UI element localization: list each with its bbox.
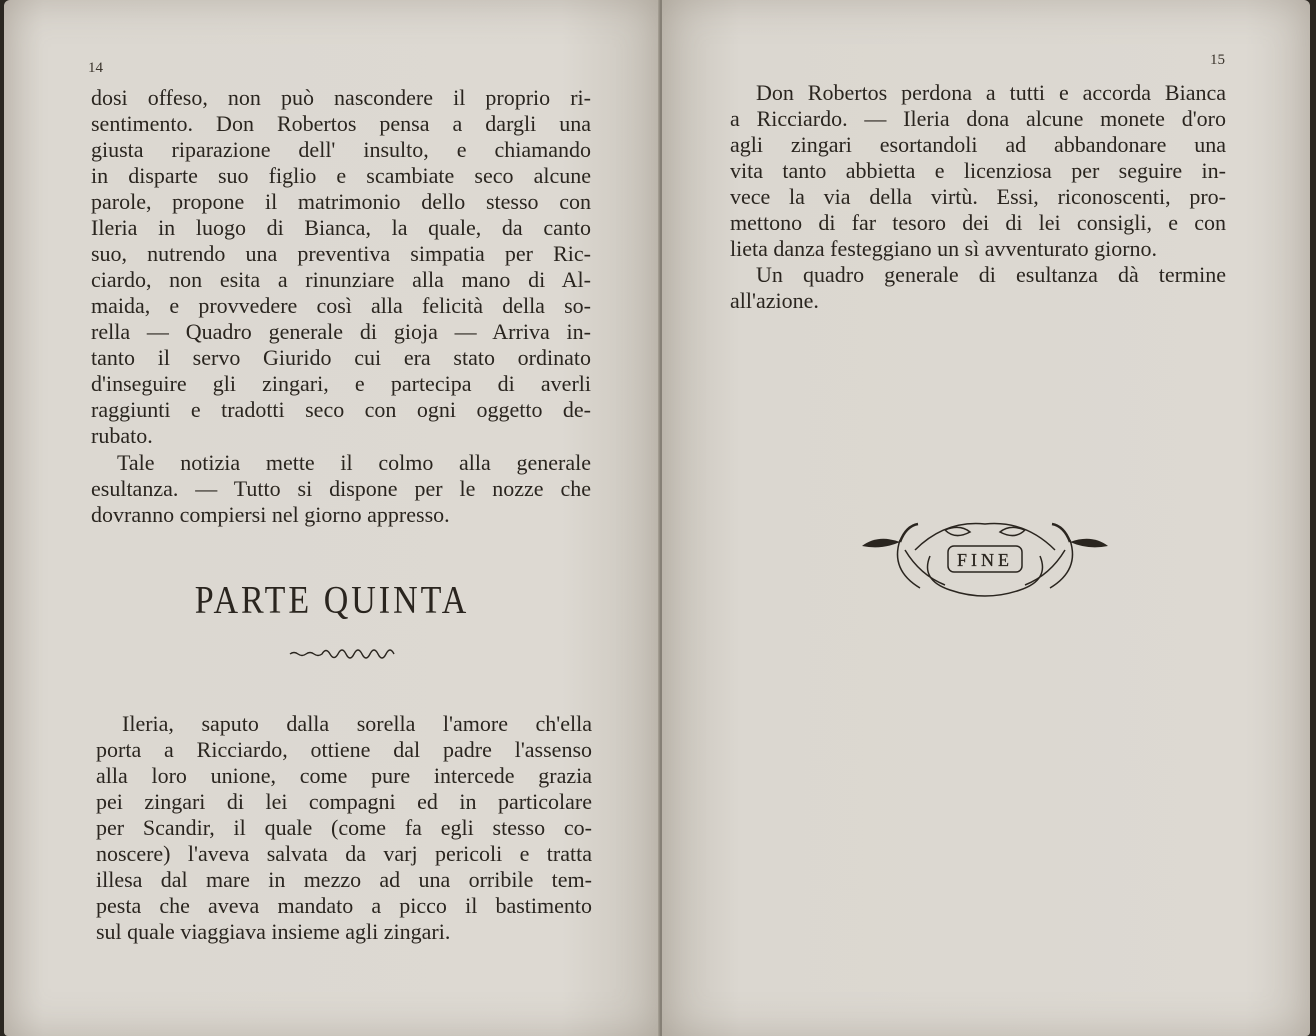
text-line: dovranno compiersi nel giorno appresso. (91, 502, 450, 527)
text-line: alla loro unione, come pure intercede grazia (96, 763, 592, 788)
right-paragraph-2 (730, 262, 1226, 314)
text-line: vece la via della virtù. Essi, riconoscenti, pro- (730, 184, 1226, 209)
text-line: rella — Quadro generale di gioja — Arriva in- (91, 319, 591, 344)
text-line: sul quale viaggiava insieme agli zingari. (96, 919, 451, 944)
text-line: Ileria in luogo di Bianca, la quale, da canto (91, 215, 591, 240)
text-line: pesta che aveva mandato a picco il bastimento (96, 893, 592, 918)
page-number: 15 (1210, 52, 1225, 68)
left-page (4, 0, 660, 1036)
text-line: rubato. (91, 423, 153, 448)
text-line: ciardo, non esita a rinunziare alla mano di Al- (91, 267, 591, 292)
right-page (662, 0, 1310, 1036)
text-line: mettono di far tesoro dei di lei consigli, e con (730, 210, 1226, 235)
text-line: agli zingari esortandoli ad abbandonare una (730, 132, 1226, 157)
text-line: maida, e provvedere così alla felicità della so- (91, 293, 591, 318)
fine-label: FINE (957, 550, 1013, 570)
left-paragraph-3 (96, 711, 592, 945)
text-line: parole, propone il matrimonio dello stesso con (91, 189, 591, 214)
text-line: all'azione. (730, 288, 819, 313)
text-line: Don Robertos perdona a tutti e accorda Bianca (756, 80, 1226, 105)
text-line: pei zingari di lei compagni ed in particolare (96, 789, 592, 814)
text-line: vita tanto abbietta e licenziosa per seguire in- (730, 158, 1226, 183)
text-line: esultanza. — Tutto si dispone per le nozze che (91, 476, 591, 501)
squiggle-ornament (288, 645, 398, 661)
text-line: d'inseguire gli zingari, e partecipa di averli (91, 371, 591, 396)
text-line: tanto il servo Giurido cui era stato ordinato (91, 345, 591, 370)
text-line: lieta danza festeggiano un sì avventurato giorno. (730, 236, 1158, 261)
fine-ornament (860, 510, 1110, 602)
section-heading: PARTE QUINTA (194, 579, 470, 622)
right-paragraph-1 (730, 80, 1226, 262)
left-paragraph-1 (91, 85, 591, 449)
text-line: Ileria, saputo dalla sorella l'amore ch'ella (122, 711, 592, 736)
text-line: a Ricciardo. — Ileria dona alcune monete d'oro (730, 106, 1226, 131)
text-line: Un quadro generale di esultanza dà termine (756, 262, 1226, 287)
text-line: porta a Ricciardo, ottiene dal padre l'assenso (96, 737, 592, 762)
text-line: giusta riparazione dell' insulto, e chiamando (91, 137, 591, 162)
text-line: per Scandir, il quale (come fa egli stesso co- (96, 815, 592, 840)
text-line: raggiunti e tradotti seco con ogni oggetto de- (91, 397, 591, 422)
text-line: sentimento. Don Robertos pensa a dargli una (91, 111, 591, 136)
text-line: suo, nutrendo una preventiva simpatia per Ric- (91, 241, 591, 266)
text-line: Tale notizia mette il colmo alla generale (117, 450, 591, 475)
left-paragraph-2 (91, 450, 591, 528)
text-line: in disparte suo figlio e scambiate seco alcune (91, 163, 591, 188)
text-line: noscere) l'aveva salvata da varj pericoli e tratta (96, 841, 592, 866)
text-line: illesa dal mare in mezzo ad una orribile tem- (96, 867, 592, 892)
page-number: 14 (88, 60, 103, 76)
text-line: dosi offeso, non può nascondere il proprio ri- (91, 85, 591, 110)
book-spread (4, 0, 1310, 1036)
